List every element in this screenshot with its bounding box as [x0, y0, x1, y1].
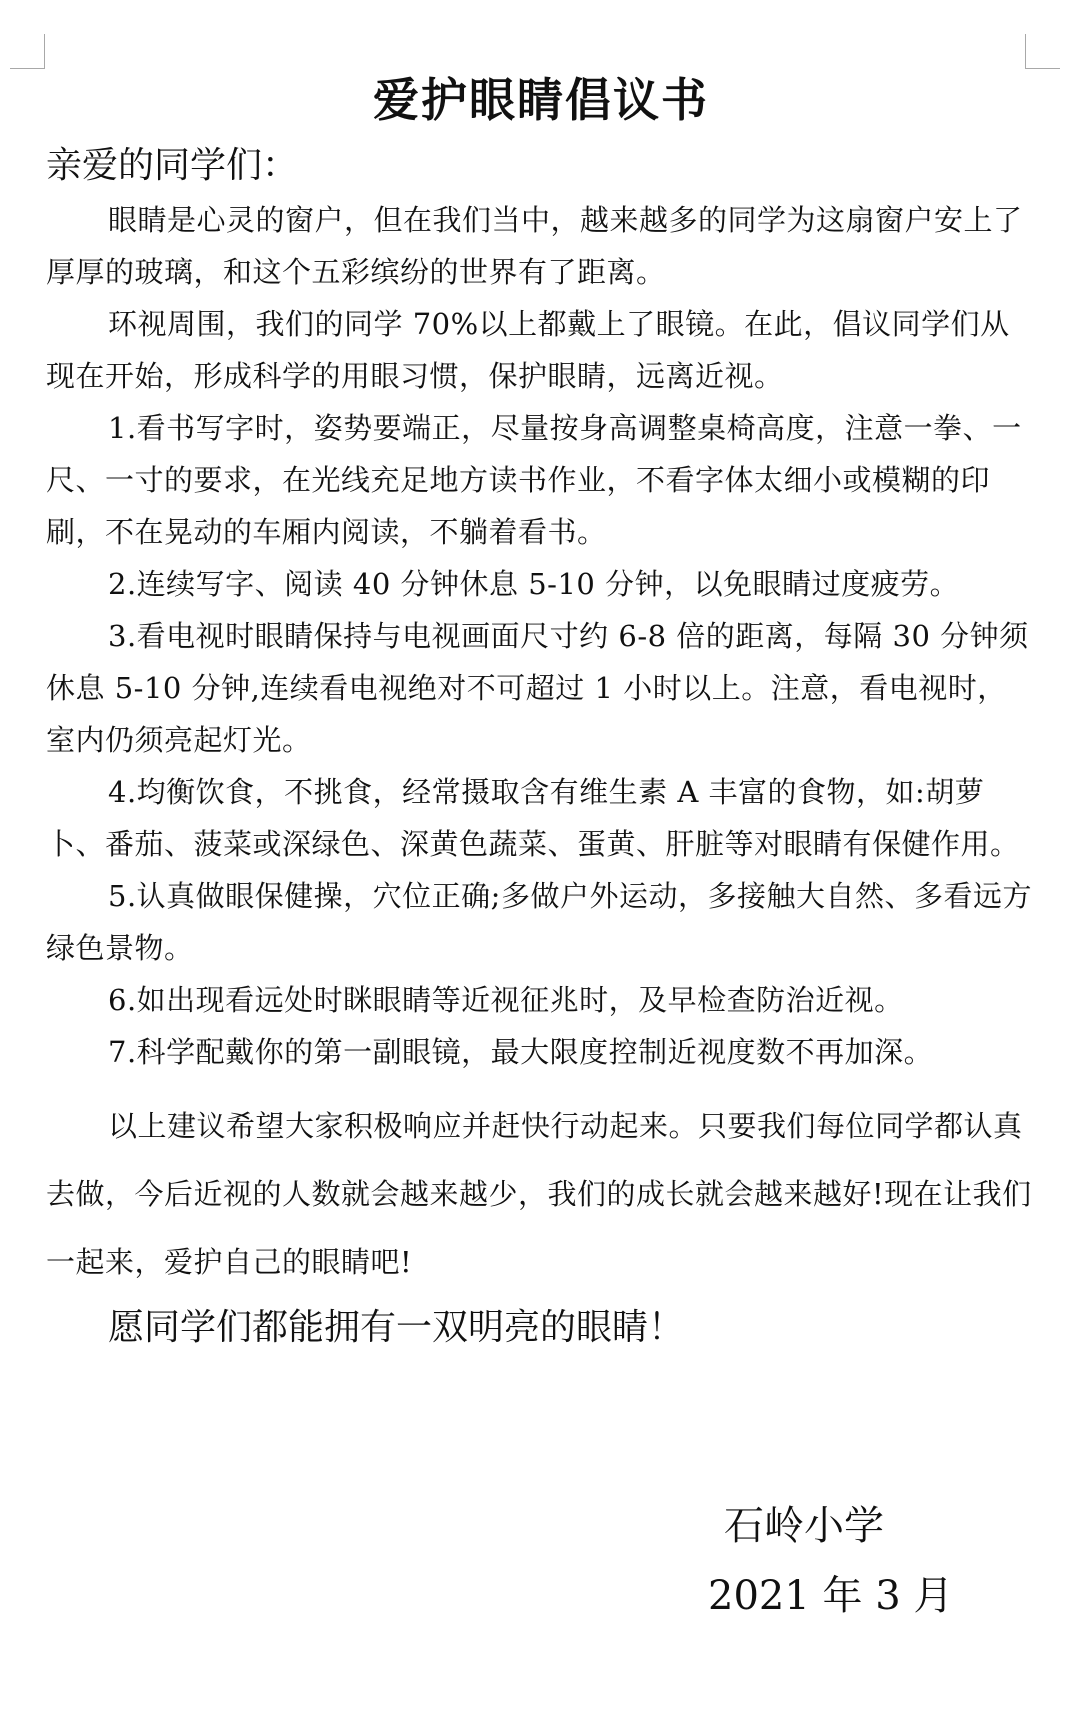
paragraph-statistic: 环视周围，我们的同学 70%以上都戴上了眼镜。在此，倡议同学们从现在开始，形成科学的用眼习惯，保护眼睛，远离近视。 — [46, 307, 1010, 393]
paragraph-item-1: 1.看书写字时，姿势要端正，尽量按身高调整桌椅高度，注意一拳、一尺、一寸的要求，在光线充足地方读书作业，不看字体太细小或模糊的印刷，不在晃动的车厢内阅读，不躺着看书。 — [46, 411, 1022, 549]
page-corner-mark-top-right — [1025, 34, 1060, 69]
signature-school: 石岭小学 — [724, 1503, 884, 1549]
signature-date: 2021 年 3 月 — [708, 1573, 954, 1619]
closing-section — [46, 1092, 1036, 1296]
paragraph-intro: 眼睛是心灵的窗户，但在我们当中，越来越多的同学为这扇窗户安上了厚厚的玻璃，和这个五彩缤纷的世界有了距离。 — [46, 203, 1023, 289]
salutation: 亲爱的同学们： — [46, 145, 299, 186]
paragraph-item-6: 6.如出现看远处时眯眼睛等近视征兆时，及早检查防治近视。 — [108, 983, 904, 1017]
paragraph-item-2: 2.连续写字、阅读 40 分钟休息 5-10 分钟，以免眼睛过度疲劳。 — [108, 567, 960, 601]
paragraph-closing: 以上建议希望大家积极响应并赶快行动起来。只要我们每位同学都认真去做，今后近视的人数就会越来越少，我们的成长就会越来越好!现在让我们一起来，爱护自己的眼睛吧! — [46, 1109, 1032, 1279]
paragraph-item-7: 7.科学配戴你的第一副眼镜，最大限度控制近视度数不再加深。 — [108, 1035, 934, 1069]
closing-wish: 愿同学们都能拥有一双明亮的眼睛！ — [108, 1307, 685, 1348]
paragraph-item-5: 5.认真做眼保健操，穴位正确;多做户外运动，多接触大自然、多看远方绿色景物。 — [46, 879, 1032, 965]
document-title: 爱护眼睛倡议书 — [373, 73, 709, 127]
document-body — [46, 66, 1036, 1354]
paragraph-item-3: 3.看电视时眼睛保持与电视画面尺寸约 6-8 倍的距离，每隔 30 分钟须休息 5-10 分钟,连续看电视绝对不可超过 1 小时以上。注意，看电视时，室内仍须亮起灯光。 — [46, 619, 1029, 757]
paragraph-item-4: 4.均衡饮食，不挑食，经常摄取含有维生素 A 丰富的食物，如:胡萝卜、番茄、菠菜或深绿色、深黄色蔬菜、蛋黄、肝脏等对眼睛有保健作用。 — [46, 775, 1020, 861]
page-corner-mark-top-left — [10, 34, 45, 69]
